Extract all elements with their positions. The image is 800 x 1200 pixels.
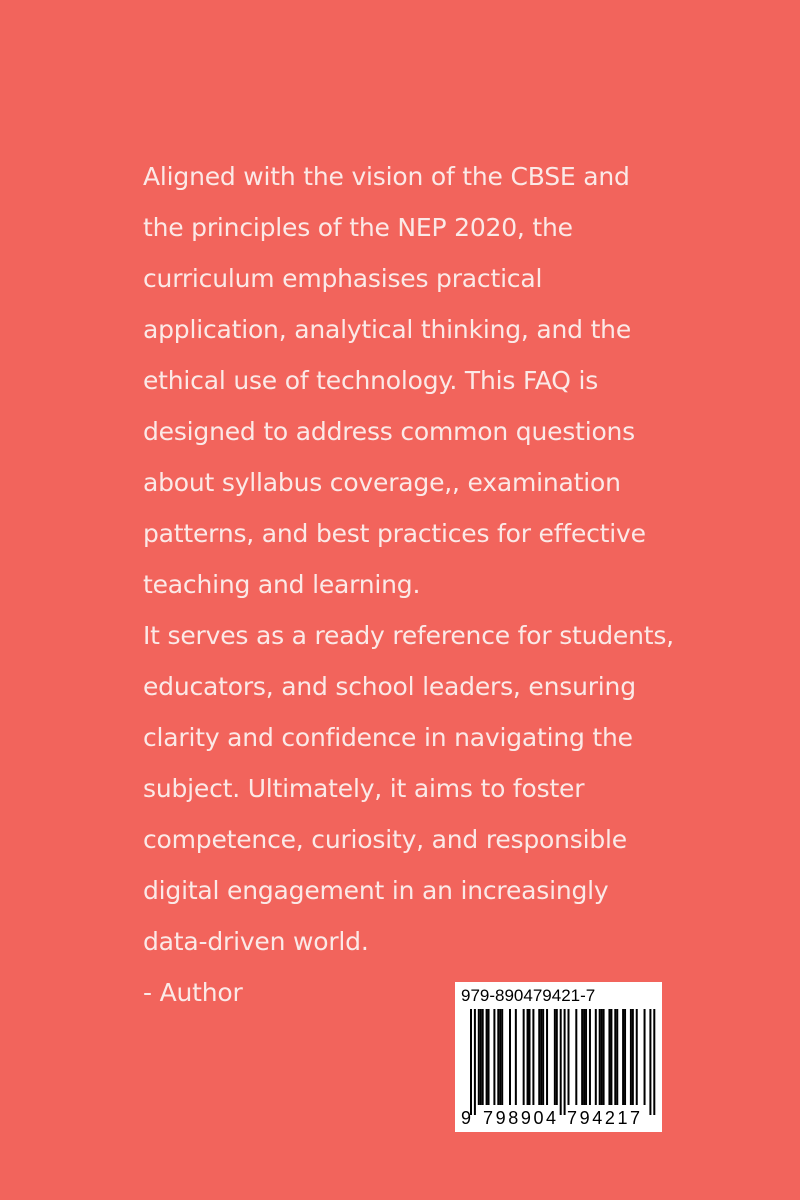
barcode-bar [527, 1009, 529, 1105]
barcode-bar [601, 1009, 603, 1105]
barcode-bar [585, 1009, 587, 1105]
barcode-bar [480, 1009, 482, 1105]
barcode-bar [486, 1009, 488, 1105]
barcode-bar [608, 1009, 610, 1105]
blurb-line: application, analytical thinking, and the [143, 315, 632, 344]
back-cover-blurb [143, 151, 743, 1018]
barcode-guard-bar [564, 1009, 566, 1115]
barcode-bar [556, 1009, 558, 1105]
barcode-bar [478, 1009, 480, 1105]
blurb-line: data-driven world. [143, 927, 369, 956]
barcode-bar [546, 1009, 548, 1105]
blurb-line: clarity and confidence in navigating the [143, 723, 633, 752]
barcode-bar [501, 1009, 503, 1105]
blurb-line: ethical use of technology. This FAQ is [143, 366, 599, 395]
barcode-bar [515, 1009, 517, 1105]
author-signoff: - Author [143, 978, 243, 1007]
blurb-line: digital engagement in an increasingly [143, 876, 609, 905]
blurb-line: about syllabus coverage,, examination [143, 468, 621, 497]
blurb-line: Aligned with the vision of the CBSE and [143, 162, 630, 191]
barcode-bar [529, 1009, 531, 1105]
barcode-guard-bar [649, 1009, 651, 1115]
barcode-bar [630, 1009, 632, 1105]
barcode-bar [554, 1009, 556, 1105]
barcode-bar [575, 1009, 577, 1105]
barcode-bar [488, 1009, 490, 1105]
barcode-bar [581, 1009, 583, 1105]
barcode-bar [616, 1009, 618, 1105]
barcode-bar [568, 1009, 570, 1105]
barcode-bar [509, 1009, 511, 1105]
barcode-bar [595, 1009, 597, 1105]
barcode-bar [542, 1009, 544, 1105]
barcode-bar [482, 1009, 484, 1105]
barcode-guard-bar [653, 1009, 655, 1115]
barcode-bar [636, 1009, 638, 1105]
barcode-bar [610, 1009, 612, 1105]
barcode-bar [632, 1009, 634, 1105]
isbn-number: 979-890479421-7 [461, 986, 596, 1005]
blurb-line: educators, and school leaders, ensuring [143, 672, 636, 701]
blurb-line: designed to address common questions [143, 417, 636, 446]
barcode-bar [538, 1009, 540, 1105]
blurb-line: competence, curiosity, and responsible [143, 825, 627, 854]
barcode-bar [589, 1009, 591, 1105]
barcode-left-digits: 798904 [483, 1108, 559, 1128]
blurb-line: teaching and learning. [143, 570, 421, 599]
barcode-guard-bar [560, 1009, 562, 1115]
barcode-bar [497, 1009, 499, 1105]
barcode-bar [622, 1009, 624, 1105]
barcode-bar [499, 1009, 501, 1105]
barcode-bar [599, 1009, 601, 1105]
blurb-line: the principles of the NEP 2020, the [143, 213, 573, 242]
blurb-line: patterns, and best practices for effective [143, 519, 646, 548]
barcode-first-digit: 9 [461, 1108, 472, 1128]
barcode-bar [583, 1009, 585, 1105]
barcode-guard-bar [470, 1009, 472, 1115]
barcode-bar [603, 1009, 605, 1105]
isbn-barcode [455, 982, 662, 1132]
blurb-line: It serves as a ready reference for students, [143, 621, 674, 650]
blurb-line: curriculum emphasises practical [143, 264, 543, 293]
barcode-bar [614, 1009, 616, 1105]
barcode-bar [493, 1009, 495, 1105]
barcode-guard-bar [474, 1009, 476, 1115]
barcode-bar [624, 1009, 626, 1105]
barcode-bar [532, 1009, 534, 1105]
barcode-bar [540, 1009, 542, 1105]
barcode-right-digits: 794217 [567, 1108, 643, 1128]
barcode-bar [523, 1009, 525, 1105]
blurb-line: subject. Ultimately, it aims to foster [143, 774, 585, 803]
barcode-bar [644, 1009, 646, 1105]
